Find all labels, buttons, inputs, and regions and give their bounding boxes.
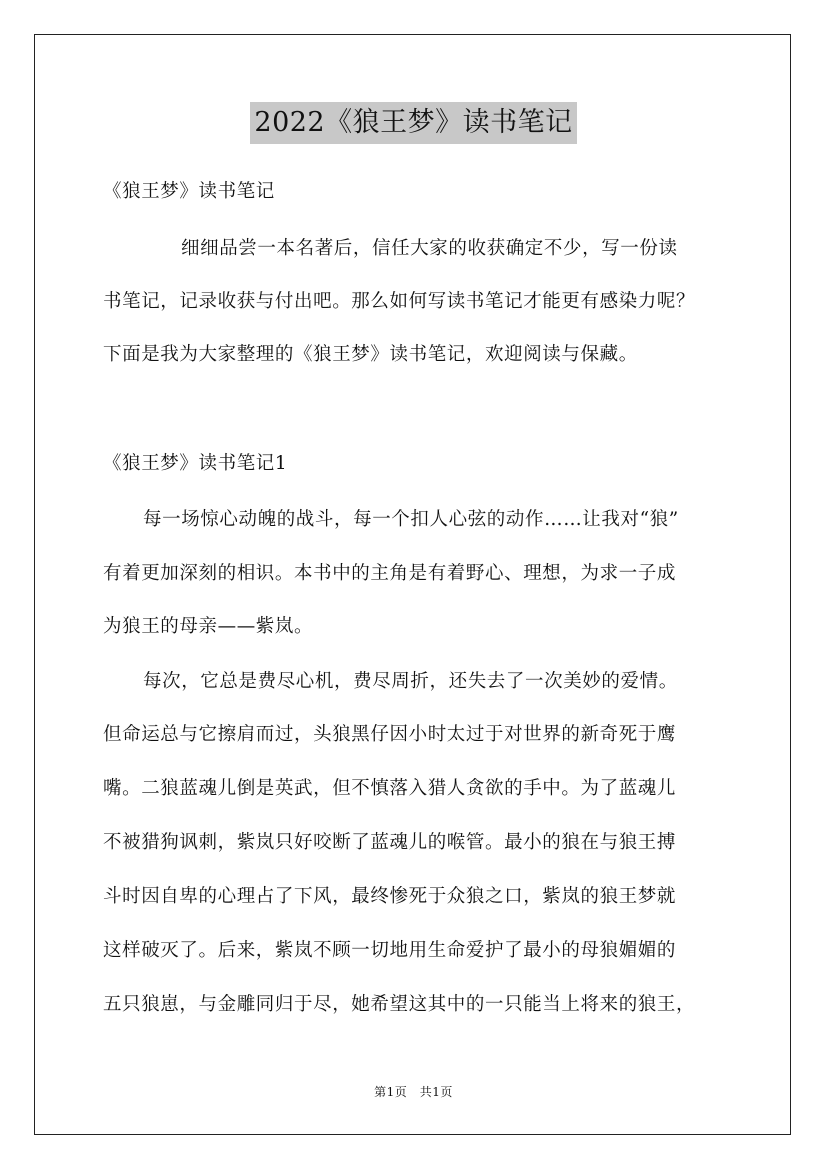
paragraph1-line-1: 每一场惊心动魄的战斗，每一个扣人心弦的动作……让我对“狼” xyxy=(143,509,679,530)
paragraph1-line-2: 有着更加深刻的相识。本书中的主角是有着野心、理想，为求一子成 xyxy=(103,563,677,584)
paragraph2-line-7: 五只狼崽，与金雕同归于尽，她希望这其中的一只能当上将来的狼王， xyxy=(103,994,696,1015)
paragraph2-line-1: 每次，它总是费尽心机，费尽周折，还失去了一次美妙的爱情。 xyxy=(143,671,678,692)
title-container xyxy=(0,102,827,144)
subtitle: 《狼王梦》读书笔记 xyxy=(103,181,275,202)
paragraph2-line-6: 这样破灭了。后来，紫岚不顾一切地用生命爱护了最小的母狼媚媚的 xyxy=(103,940,677,961)
paragraph1-line-3: 为狼王的母亲——紫岚。 xyxy=(103,616,314,637)
intro-line-1: 细细品尝一本名著后，信任大家的收获确定不少，写一份读 xyxy=(181,238,678,259)
intro-line-3: 下面是我为大家整理的《狼王梦》读书笔记，欢迎阅读与保藏。 xyxy=(103,344,638,365)
paragraph2-line-2: 但命运总与它擦肩而过，头狼黑仔因小时太过于对世界的新奇死于鹰 xyxy=(103,724,677,745)
paragraph2-line-3: 嘴。二狼蓝魂儿倒是英武，但不慎落入猎人贪欲的手中。为了蓝魂儿 xyxy=(103,778,677,799)
intro-line-2: 书笔记，记录收获与付出吧。那么如何写读书笔记才能更有感染力呢？ xyxy=(103,291,696,312)
document-title: 2022《狼王梦》读书笔记 xyxy=(250,102,576,144)
paragraph2-line-4: 不被猎狗讽刺，紫岚只好咬断了蓝魂儿的喉管。最小的狼在与狼王搏 xyxy=(103,832,677,853)
paragraph2-line-5: 斗时因自卑的心理占了下风，最终惨死于众狼之口，紫岚的狼王梦就 xyxy=(103,886,677,907)
page-footer: 第1页 共1页 xyxy=(374,1085,453,1099)
section-heading: 《狼王梦》读书笔记1 xyxy=(103,453,288,474)
